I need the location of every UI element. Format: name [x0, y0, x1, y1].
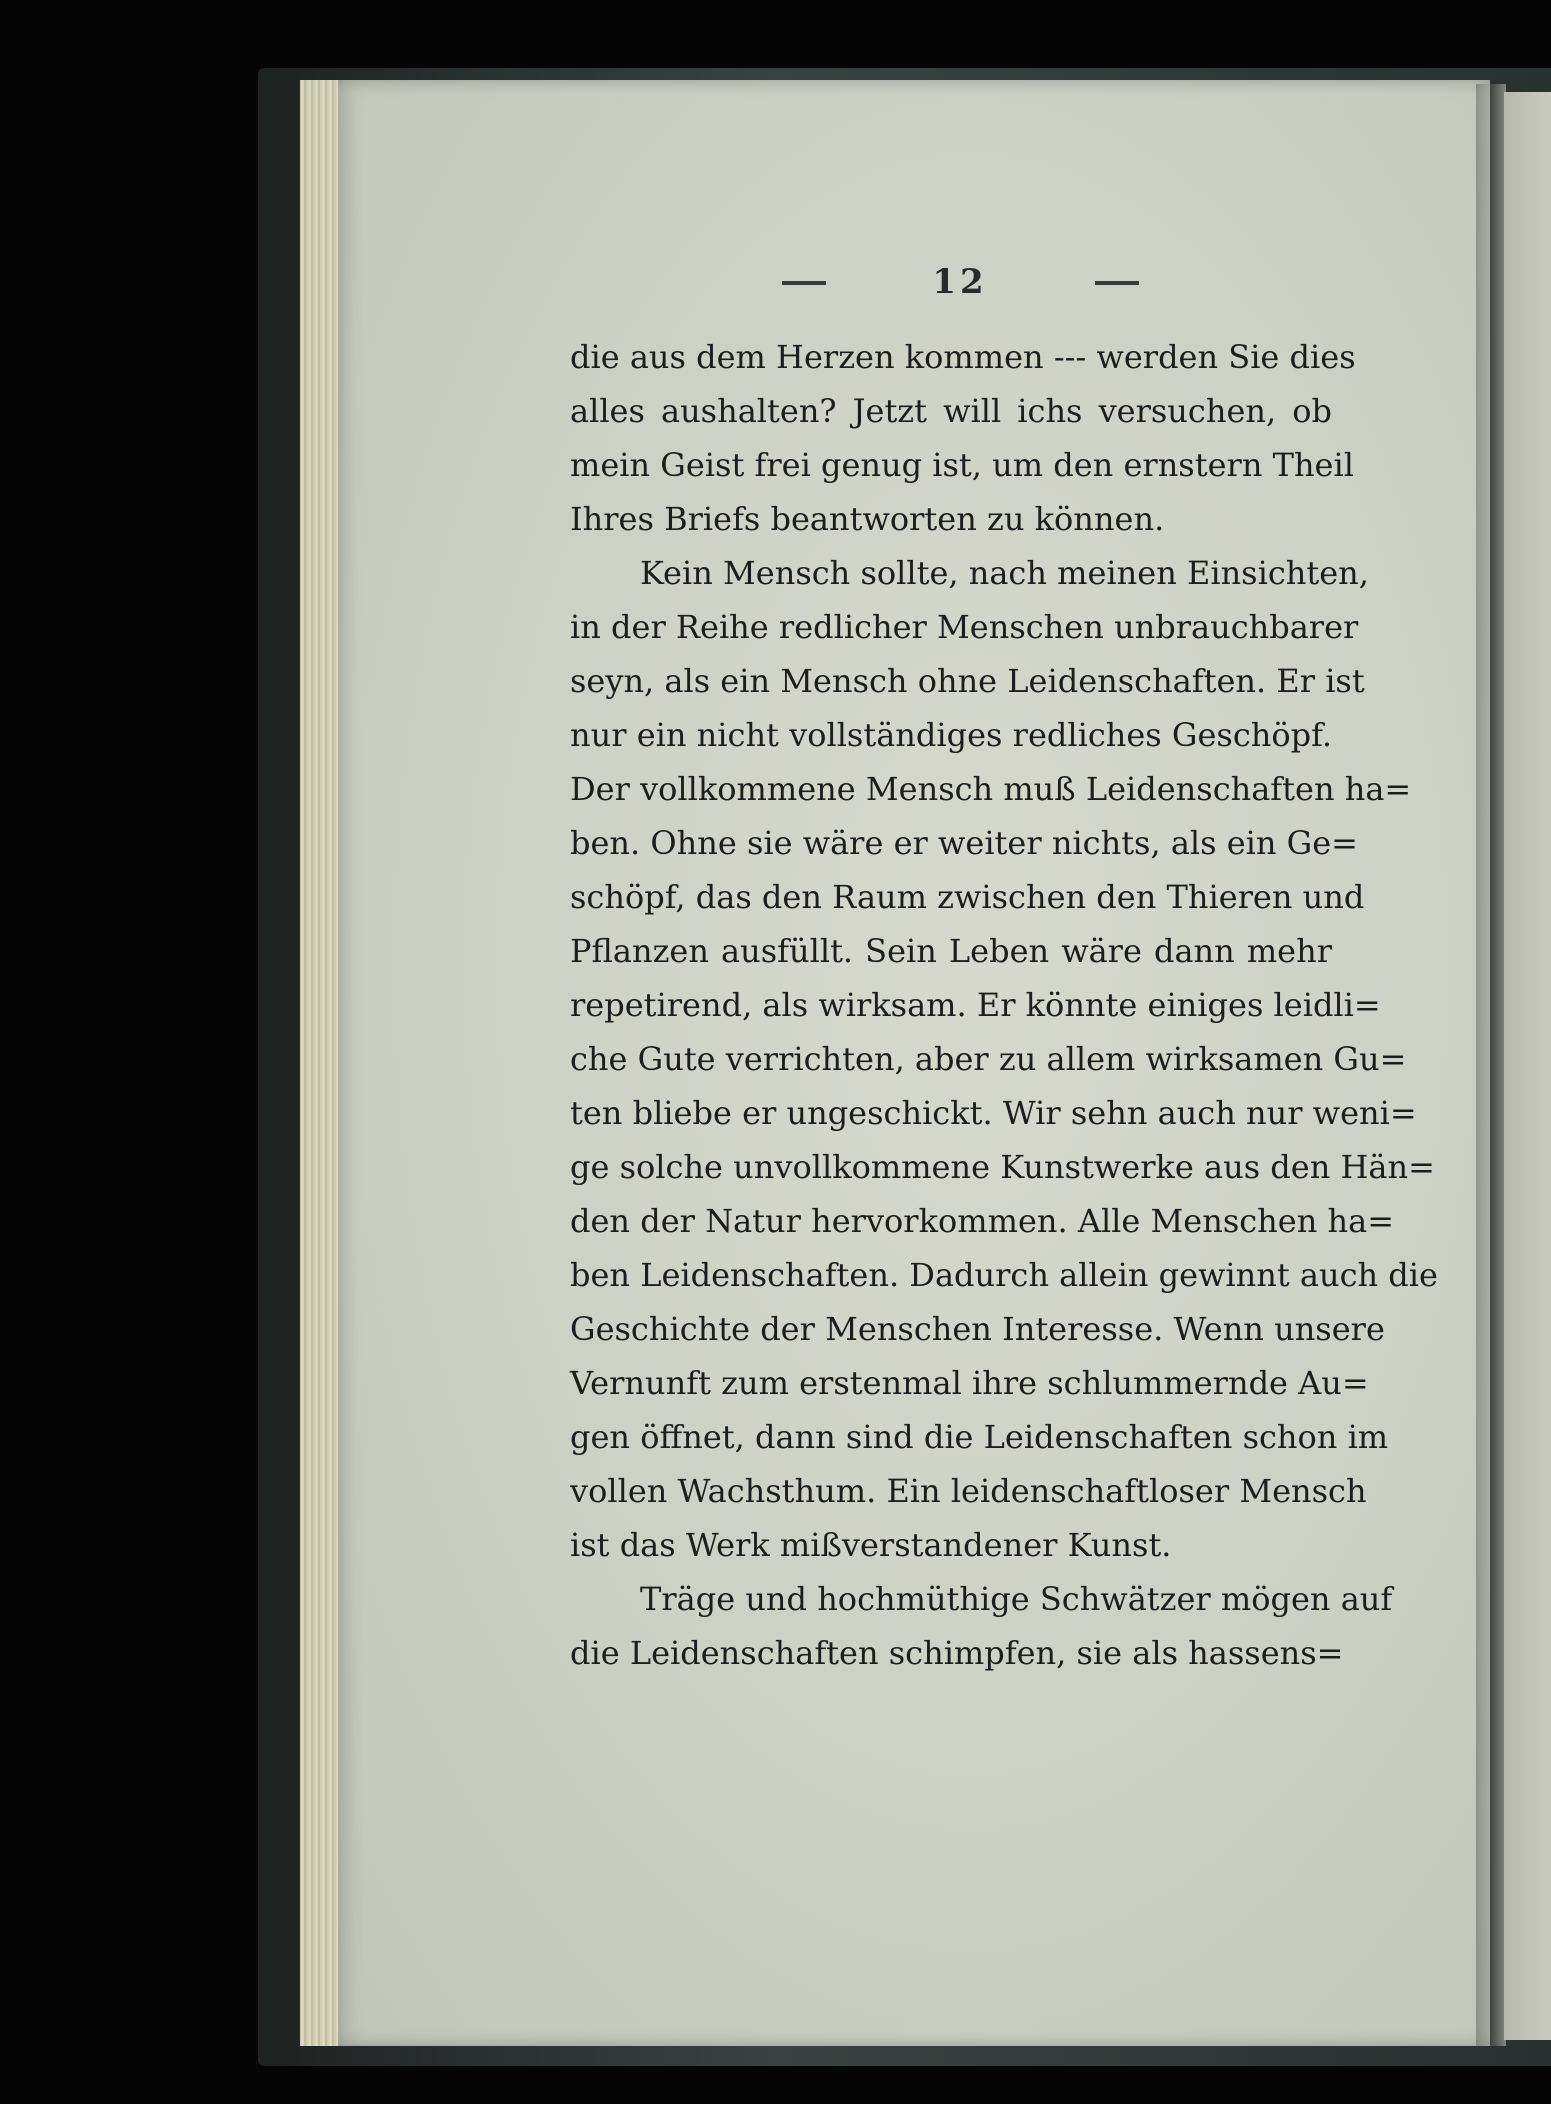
text-line: gen öffnet, dann sind die Leidenschaften schon im — [570, 1418, 1389, 1456]
book-gutter — [1476, 84, 1506, 2046]
facing-page-edge — [1504, 92, 1551, 2040]
text-line: Träge und hochmüthige Schwätzer mögen auf — [640, 1580, 1393, 1618]
text-line: seyn, als ein Mensch ohne Leidenschaften. Er ist — [570, 662, 1365, 700]
text-line: repetirend, als wirksam. Er könnte einiges leidli= — [570, 986, 1381, 1024]
text-line: Vernunft zum erstenmal ihre schlummernde Au= — [570, 1364, 1369, 1402]
text-line: ben. Ohne sie wäre er weiter nichts, als ein Ge= — [570, 824, 1358, 862]
text-line: ten bliebe er ungeschickt. Wir sehn auch nur weni= — [570, 1094, 1417, 1132]
text-line: in der Reihe redlicher Menschen unbrauchbarer — [570, 608, 1359, 646]
text-line: ist das Werk mißverstandener Kunst. — [570, 1526, 1172, 1564]
body-text — [570, 330, 1438, 1680]
text-line: schöpf, das den Raum zwischen den Thieren und — [570, 878, 1365, 916]
text-line: Kein Mensch sollte, nach meinen Einsichten, — [640, 554, 1369, 592]
text-line: Ihres Briefs beantworten zu können. — [570, 500, 1165, 538]
page-header — [770, 262, 1150, 302]
header-dash-right — [1095, 281, 1139, 285]
text-line: nur ein nicht vollständiges redliches Geschöpf. — [570, 716, 1332, 754]
text-line: die aus dem Herzen kommen --- werden Sie dies — [570, 338, 1356, 376]
text-line: ben Leidenschaften. Dadurch allein gewinnt auch die — [570, 1256, 1438, 1294]
text-line: Pflanzen ausfüllt. Sein Leben wäre dann mehr — [570, 932, 1332, 970]
text-line: Der vollkommene Mensch muß Leidenschaften ha= — [570, 770, 1412, 808]
text-line: che Gute verrichten, aber zu allem wirksamen Gu= — [570, 1040, 1407, 1078]
text-line: vollen Wachsthum. Ein leidenschaftloser Mensch — [570, 1472, 1367, 1510]
header-dash-left — [782, 281, 826, 285]
text-line: ge solche unvollkommene Kunstwerke aus den Hän= — [570, 1148, 1435, 1186]
text-line: alles aushalten? Jetzt will ichs versuchen, ob — [570, 392, 1332, 430]
text-line: die Leidenschaften schimpfen, sie als hassens= — [570, 1634, 1344, 1672]
text-line: den der Natur hervorkommen. Alle Menschen ha= — [570, 1202, 1394, 1240]
page-number: 12 — [932, 262, 988, 302]
text-line: Geschichte der Menschen Interesse. Wenn unsere — [570, 1310, 1385, 1348]
text-line: mein Geist frei genug ist, um den ernstern Theil — [570, 446, 1354, 484]
